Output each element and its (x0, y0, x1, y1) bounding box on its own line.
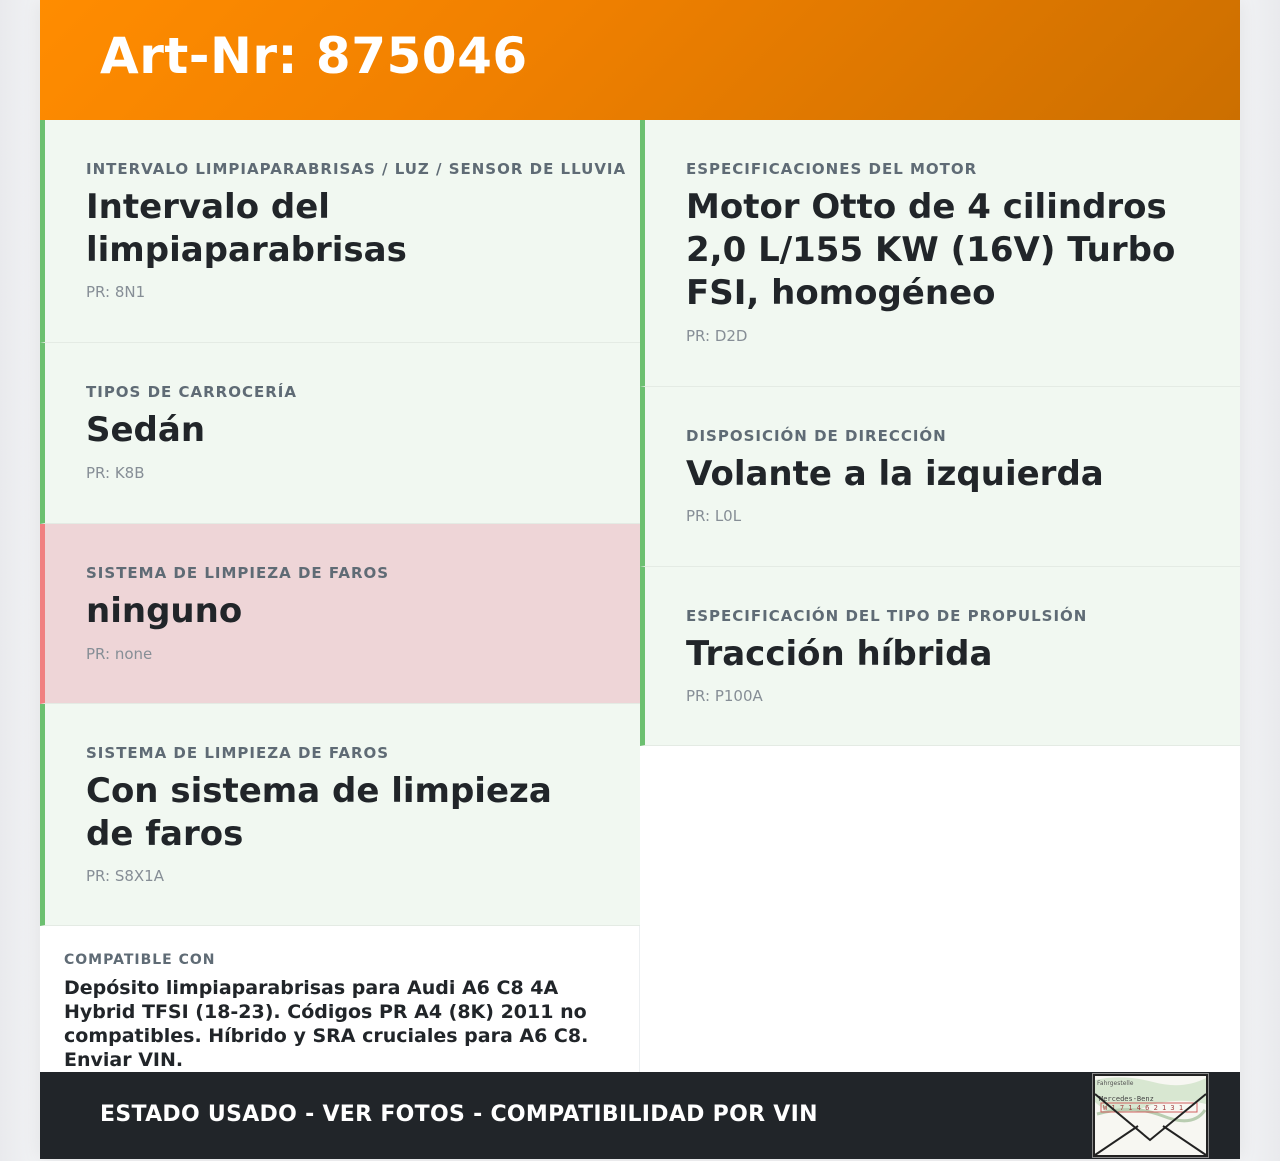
stamp-brand: Mercedes-Benz (1099, 1095, 1154, 1103)
compatibility-label: COMPATIBLE CON (64, 952, 216, 968)
spec-label: ESPECIFICACIONES DEL MOTOR (686, 160, 978, 178)
envelope-stamp-icon (1092, 1073, 1209, 1158)
spec-label: SISTEMA DE LIMPIEZA DE FAROS (86, 564, 390, 582)
footer-bar (40, 1072, 1240, 1159)
article-number-title: Art-Nr: 875046 (100, 27, 528, 85)
spec-value: Motor Otto de 4 cilindros 2,0 L/155 KW (16V) Turbo FSI, homogéneo (686, 187, 1176, 313)
spec-value: Sedán (86, 410, 206, 450)
compatibility-text: Depósito limpiaparabrisas para Audi A6 C8 4A Hybrid TFSI (18-23). Códigos PR A4 (8K) 2011 no compatibles. Híbrido y SRA cruciales para A6 C8. Enviar VIN. (64, 977, 589, 1071)
pr-code: PR: none (86, 645, 153, 663)
spec-value: Con sistema de limpieza de faros (86, 771, 552, 854)
spec-card-headlight-cleaning (40, 704, 640, 926)
spec-card-wiper-interval (40, 120, 640, 343)
spec-label: INTERVALO LIMPIAPARABRISAS / LUZ / SENSOR DE LLUVIA (86, 160, 627, 178)
spec-card-engine (640, 120, 1240, 387)
spec-label: ESPECIFICACIÓN DEL TIPO DE PROPULSIÓN (686, 607, 1088, 625)
spec-label: SISTEMA DE LIMPIEZA DE FAROS (86, 744, 390, 762)
pr-code: PR: S8X1A (86, 867, 164, 885)
spec-value: Tracción híbrida (686, 634, 993, 674)
spec-card-steering (640, 387, 1240, 567)
spec-card-propulsion (640, 567, 1240, 746)
compatibility-note (40, 926, 640, 1072)
spec-value: ninguno (86, 591, 243, 631)
spec-card-body-type (40, 343, 640, 524)
pr-code: PR: D2D (686, 327, 748, 345)
stamp-caption: Fahrgestelle (1097, 1080, 1134, 1087)
pr-code: PR: K8B (86, 464, 145, 482)
vin-plate-envelope-icon (1093, 1074, 1208, 1157)
stamp-vin: W 1 7 1 4 6 2 1 3 1 (1103, 1104, 1184, 1112)
header-banner (40, 0, 1240, 120)
spec-label: DISPOSICIÓN DE DIRECCIÓN (686, 427, 947, 445)
page (40, 0, 1240, 1159)
pr-code: PR: P100A (686, 687, 763, 705)
spec-card-headlight-cleaning-none (40, 524, 640, 704)
spec-value: Volante a la izquierda (686, 454, 1104, 494)
spec-value: Intervalo del limpiaparabrisas (86, 187, 407, 270)
footer-status-text: ESTADO USADO - VER FOTOS - COMPATIBILIDAD POR VIN (100, 1102, 818, 1127)
spec-label: TIPOS DE CARROCERÍA (86, 383, 297, 401)
pr-code: PR: 8N1 (86, 283, 146, 301)
pr-code: PR: L0L (686, 507, 742, 525)
